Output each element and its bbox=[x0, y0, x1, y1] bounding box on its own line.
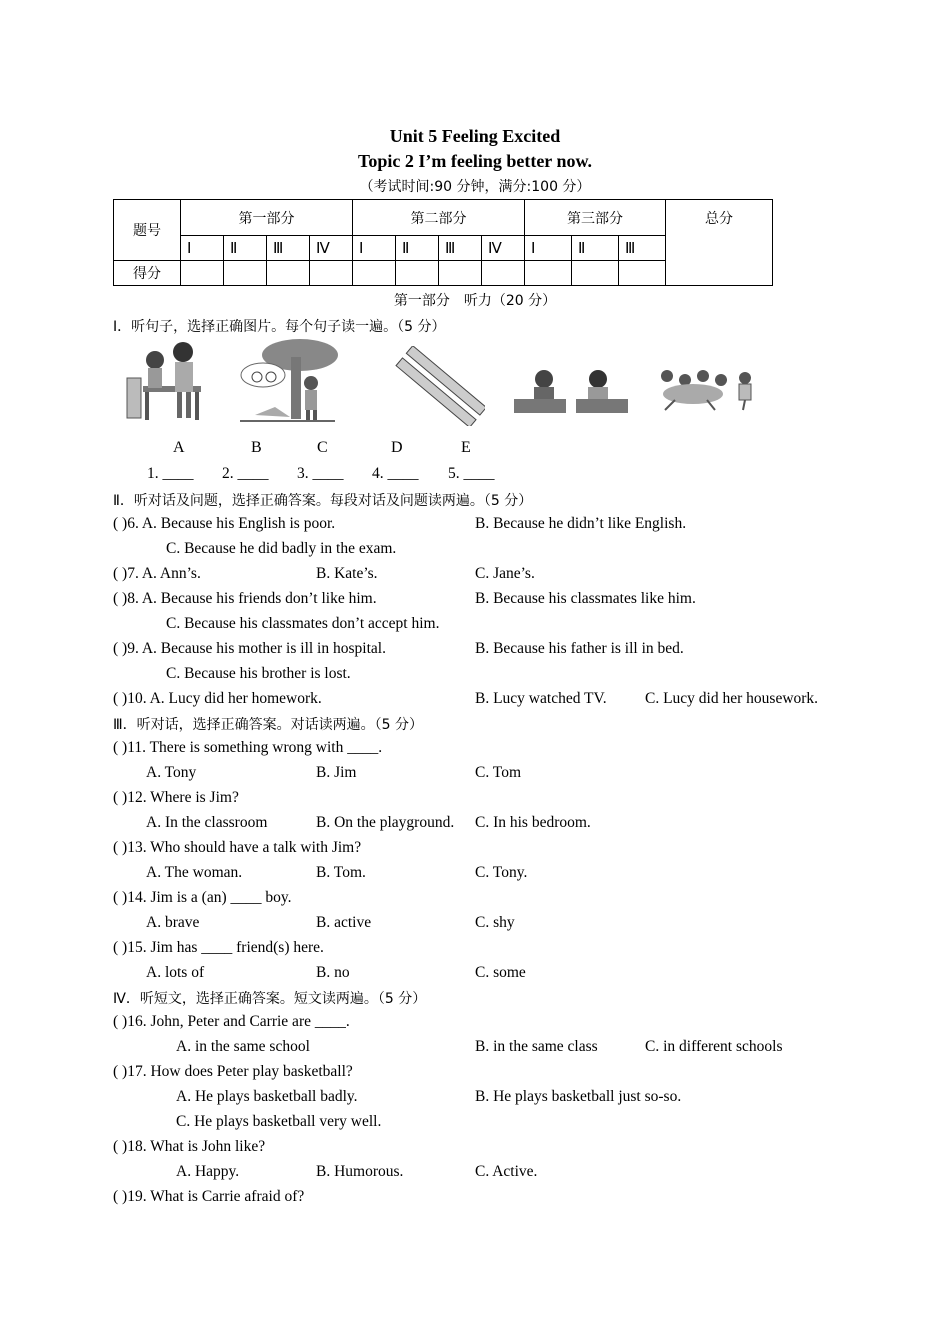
picture-label-c: C bbox=[317, 439, 328, 456]
p3-col-3: Ⅲ bbox=[619, 236, 666, 261]
score-cell[interactable] bbox=[181, 261, 224, 286]
q6-option-c: C. Because he did badly in the exam. bbox=[166, 540, 397, 557]
q11-stem: ( )11. There is something wrong with ____. bbox=[113, 739, 383, 756]
q16-stem: ( )16. John, Peter and Carrie are ____. bbox=[113, 1013, 350, 1030]
q7-option-a: ( )7. A. Ann’s. bbox=[113, 565, 201, 582]
picture-d-students-at-desks bbox=[512, 367, 630, 415]
score-cell[interactable] bbox=[353, 261, 396, 286]
p1-col-2: Ⅱ bbox=[224, 236, 267, 261]
score-table bbox=[113, 199, 773, 286]
q16-option-b: B. in the same class bbox=[475, 1038, 598, 1055]
picture-e-children-playing bbox=[655, 366, 760, 414]
p2-col-2: Ⅱ bbox=[396, 236, 439, 261]
score-label-cell: 得分 bbox=[114, 261, 181, 286]
p2-col-1: Ⅰ bbox=[353, 236, 396, 261]
q12-stem: ( )12. Where is Jim? bbox=[113, 789, 239, 806]
q13-stem: ( )13. Who should have a talk with Jim? bbox=[113, 839, 362, 856]
picture-label-d: D bbox=[391, 439, 403, 456]
q15-option-c: C. some bbox=[475, 964, 526, 981]
q17-option-a: A. He plays basketball badly. bbox=[176, 1088, 358, 1105]
section2-heading: Ⅱ．听对话及问题，选择正确答案。每段对话及问题读两遍。（5 分） bbox=[113, 493, 533, 509]
q16-option-c: C. in different schools bbox=[645, 1038, 783, 1055]
q17-stem: ( )17. How does Peter play basketball? bbox=[113, 1063, 353, 1080]
q13-option-a: A. The woman. bbox=[146, 864, 243, 881]
score-cell[interactable] bbox=[525, 261, 572, 286]
picture-label-a: A bbox=[173, 439, 185, 456]
q12-option-a: A. In the classroom bbox=[146, 814, 268, 831]
picture-a-girl-at-desk bbox=[125, 338, 215, 423]
q18-option-c: C. Active. bbox=[475, 1163, 538, 1180]
p2-col-4: Ⅳ bbox=[482, 236, 525, 261]
part1-header-cell: 第一部分 bbox=[181, 200, 353, 236]
q11-option-b: B. Jim bbox=[316, 764, 357, 781]
q9-option-b: B. Because his father is ill in bed. bbox=[475, 640, 684, 657]
q15-option-b: B. no bbox=[316, 964, 350, 981]
score-cell[interactable] bbox=[572, 261, 619, 286]
p1-col-1: Ⅰ bbox=[181, 236, 224, 261]
q13-option-b: B. Tom. bbox=[316, 864, 366, 881]
q10-option-a: ( )10. A. Lucy did her homework. bbox=[113, 690, 322, 707]
part2-header-cell: 第二部分 bbox=[353, 200, 525, 236]
p3-col-2: Ⅱ bbox=[572, 236, 619, 261]
answer-blank-2[interactable]: 2. ____ bbox=[222, 465, 269, 482]
picture-c-rulers bbox=[393, 346, 485, 426]
q13-option-c: C. Tony. bbox=[475, 864, 528, 881]
score-cell[interactable] bbox=[482, 261, 525, 286]
q18-stem: ( )18. What is John like? bbox=[113, 1138, 266, 1155]
q14-option-c: C. shy bbox=[475, 914, 515, 931]
q14-stem: ( )14. Jim is a (an) ____ boy. bbox=[113, 889, 292, 906]
section3-heading: Ⅲ．听对话，选择正确答案。对话读两遍。（5 分） bbox=[113, 717, 424, 733]
score-cell[interactable] bbox=[619, 261, 666, 286]
q9-option-c: C. Because his brother is lost. bbox=[166, 665, 351, 682]
q6-option-a: ( )6. A. Because his English is poor. bbox=[113, 515, 336, 532]
total-header-cell: 总分 bbox=[666, 200, 773, 286]
picture-label-e: E bbox=[461, 439, 471, 456]
row-header-cell: 题号 bbox=[114, 200, 181, 261]
part3-header-cell: 第三部分 bbox=[525, 200, 666, 236]
exam-time-note: （考试时间:90 分钟，满分:100 分） bbox=[359, 179, 591, 195]
exam-title: Unit 5 Feeling Excited bbox=[389, 126, 561, 146]
q18-option-b: B. Humorous. bbox=[316, 1163, 404, 1180]
q7-option-b: B. Kate’s. bbox=[316, 565, 378, 582]
q18-option-a: A. Happy. bbox=[176, 1163, 240, 1180]
answer-blank-4[interactable]: 4. ____ bbox=[372, 465, 419, 482]
q9-option-a: ( )9. A. Because his mother is ill in hospital. bbox=[113, 640, 386, 657]
q11-option-c: C. Tom bbox=[475, 764, 522, 781]
q14-option-a: A. brave bbox=[146, 914, 200, 931]
q15-stem: ( )15. Jim has ____ friend(s) here. bbox=[113, 939, 324, 956]
q17-option-c: C. He plays basketball very well. bbox=[176, 1113, 382, 1130]
q14-option-b: B. active bbox=[316, 914, 372, 931]
p1-col-3: Ⅲ bbox=[267, 236, 310, 261]
score-cell[interactable] bbox=[267, 261, 310, 286]
p1-col-4: Ⅳ bbox=[310, 236, 353, 261]
q10-option-c: C. Lucy did her housework. bbox=[645, 690, 819, 707]
q15-option-a: A. lots of bbox=[146, 964, 205, 981]
q8-option-b: B. Because his classmates like him. bbox=[475, 590, 696, 607]
answer-blank-5[interactable]: 5. ____ bbox=[448, 465, 495, 482]
exam-subtitle: Topic 2 I’m feeling better now. bbox=[358, 151, 592, 171]
picture-b-boy-under-tree bbox=[235, 337, 340, 425]
q8-option-a: ( )8. A. Because his friends don’t like him. bbox=[113, 590, 377, 607]
q12-option-c: C. In his bedroom. bbox=[475, 814, 591, 831]
p2-col-3: Ⅲ bbox=[439, 236, 482, 261]
score-cell[interactable] bbox=[224, 261, 267, 286]
score-cell[interactable] bbox=[310, 261, 353, 286]
picture-label-b: B bbox=[251, 439, 262, 456]
p3-col-1: Ⅰ bbox=[525, 236, 572, 261]
score-cell[interactable] bbox=[396, 261, 439, 286]
q7-option-c: C. Jane’s. bbox=[475, 565, 535, 582]
q17-option-b: B. He plays basketball just so-so. bbox=[475, 1088, 682, 1105]
section4-heading: Ⅳ．听短文，选择正确答案。短文读两遍。（5 分） bbox=[113, 991, 427, 1007]
q16-option-a: A. in the same school bbox=[176, 1038, 310, 1055]
q19-stem: ( )19. What is Carrie afraid of? bbox=[113, 1188, 305, 1205]
part1-heading: 第一部分 听力（20 分） bbox=[393, 293, 557, 309]
q10-option-b: B. Lucy watched TV. bbox=[475, 690, 607, 707]
q6-option-b: B. Because he didn’t like English. bbox=[475, 515, 687, 532]
score-cell[interactable] bbox=[439, 261, 482, 286]
section1-heading: Ⅰ．听句子，选择正确图片。每个句子读一遍。（5 分） bbox=[113, 319, 446, 335]
q8-option-c: C. Because his classmates don’t accept him. bbox=[166, 615, 440, 632]
q11-option-a: A. Tony bbox=[146, 764, 197, 781]
answer-blank-3[interactable]: 3. ____ bbox=[297, 465, 344, 482]
q12-option-b: B. On the playground. bbox=[316, 814, 455, 831]
answer-blank-1[interactable]: 1. ____ bbox=[147, 465, 194, 482]
